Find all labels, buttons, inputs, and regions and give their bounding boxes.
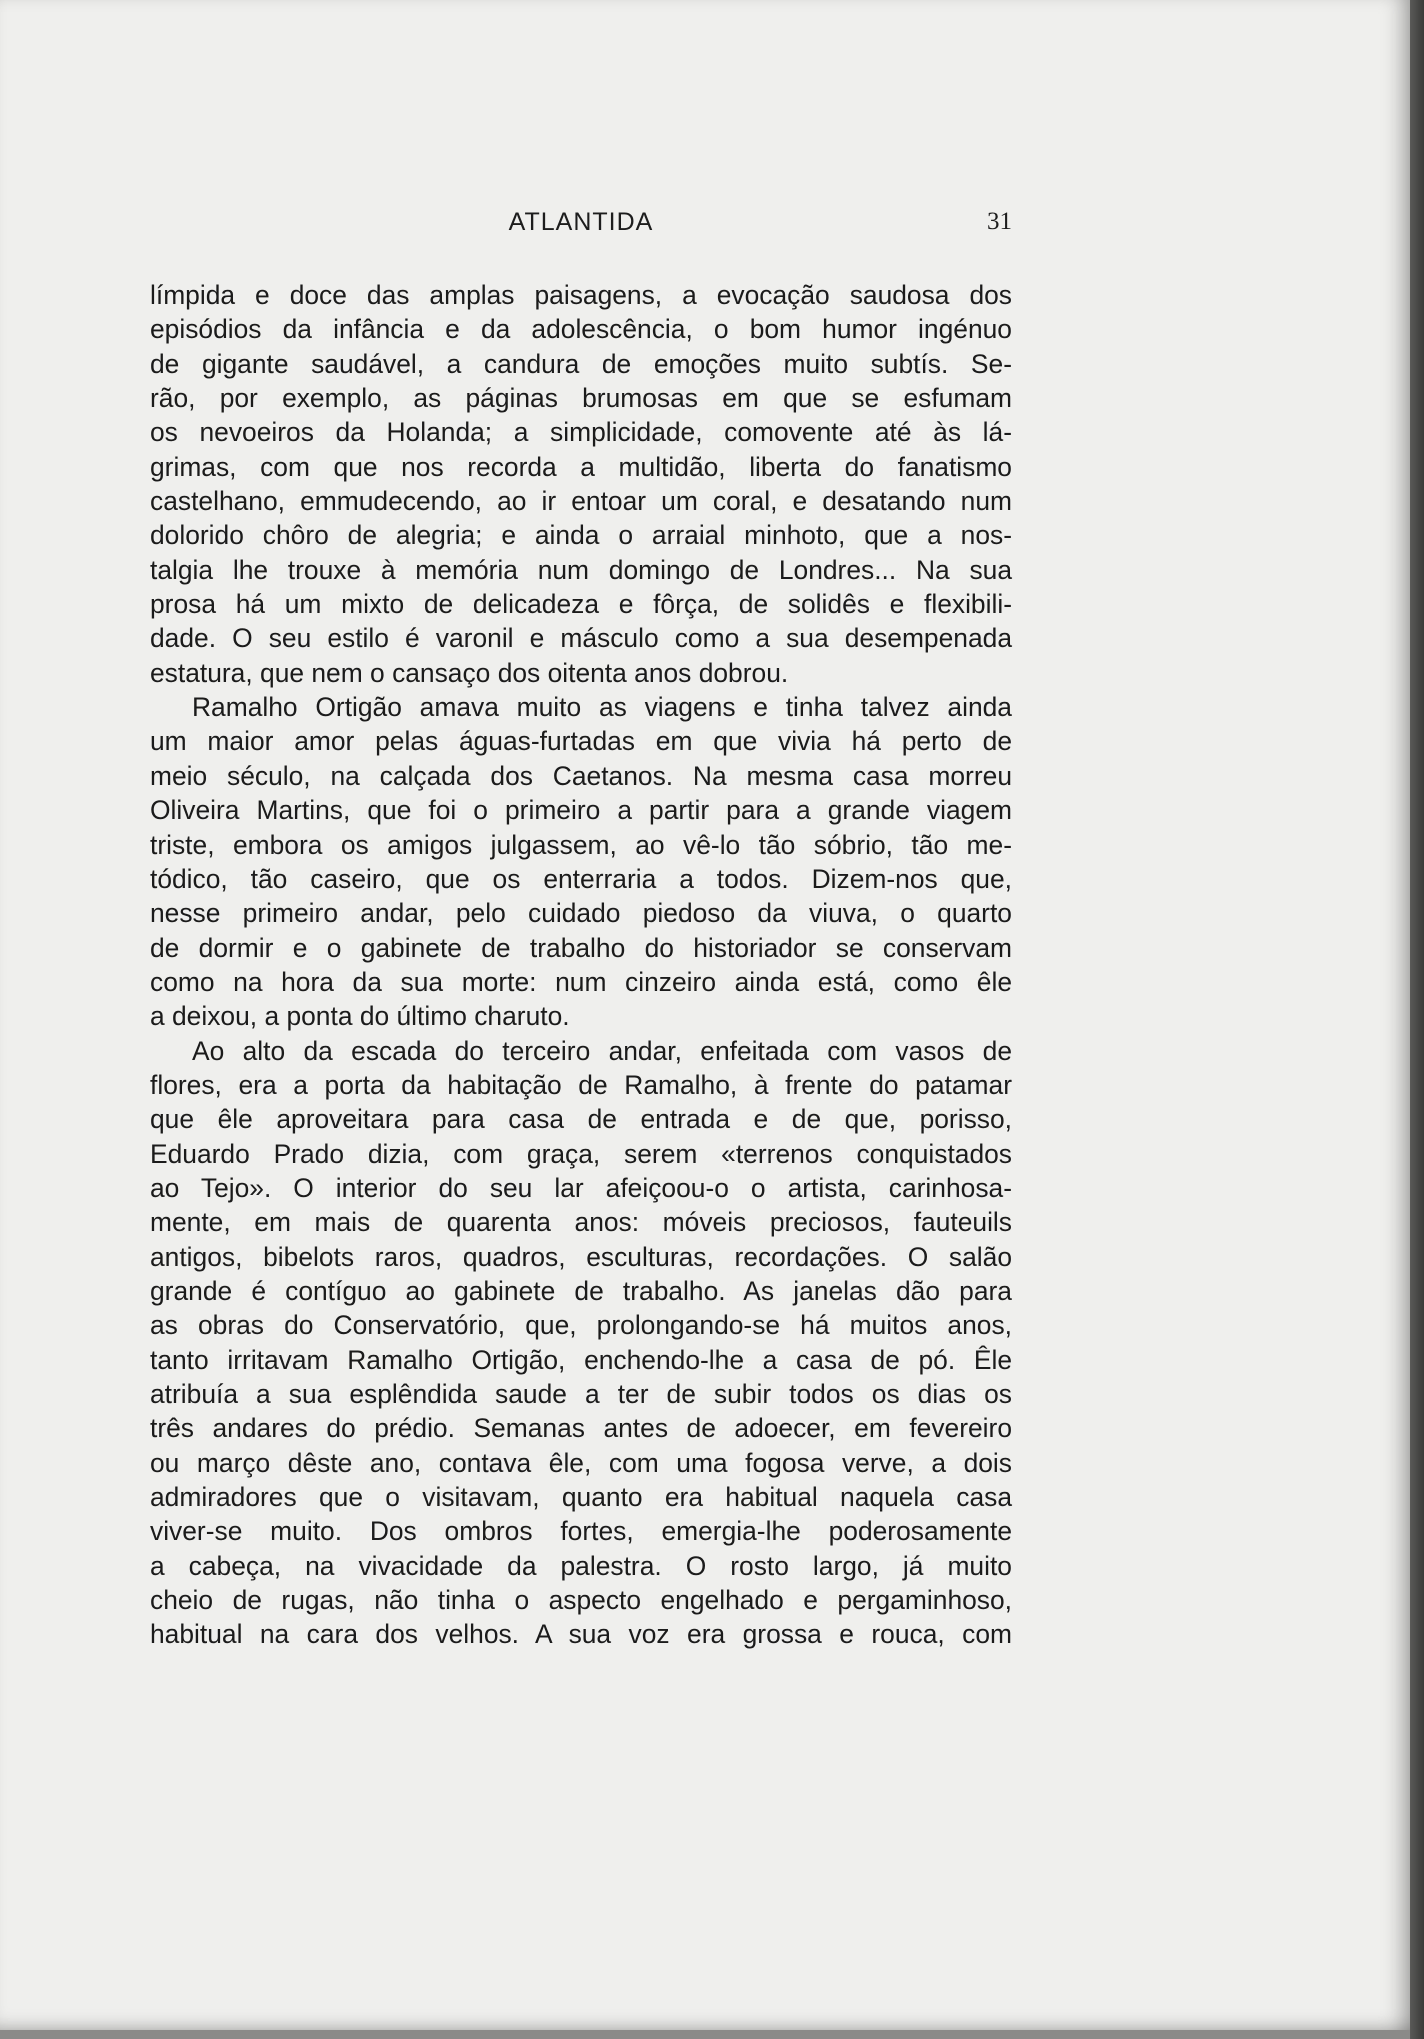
text-line: admiradores que o visitavam, quanto era habitual naquela casa [150, 1482, 1012, 1513]
text-line: antigos, bibelots raros, quadros, esculturas, recordações. O salão [150, 1241, 1012, 1272]
text-line: ao Tejo». O interior do seu lar afeiçoou-o o artista, carinhosa- [150, 1172, 1012, 1203]
text-line: rão, por exemplo, as páginas brumosas em que se esfumam [150, 383, 1012, 414]
text-line: grimas, com que nos recorda a multidão, liberta do fanatismo [150, 451, 1012, 482]
text-line: prosa há um mixto de delicadeza e fôrça, de solidês e flexibili- [150, 589, 1012, 620]
text-line: Oliveira Martins, que foi o primeiro a partir para a grande viagem [150, 795, 1012, 826]
page-header [150, 208, 1012, 242]
text-line: um maior amor pelas águas-furtadas em que vivia há perto de [150, 726, 1012, 757]
running-title: ATLANTIDA [508, 208, 654, 236]
text-line: de gigante saudável, a candura de emoções muito subtís. Se- [150, 348, 1012, 379]
text-line: como na hora da sua morte: num cinzeiro ainda está, como êle [150, 966, 1012, 997]
text-line: talgia lhe trouxe à memória num domingo de Londres... Na sua [150, 554, 1012, 585]
text-line: tódico, tão caseiro, que os enterraria a todos. Dizem-nos que, [150, 863, 1012, 894]
text-line: castelhano, emmudecendo, ao ir entoar um coral, e desatando num [150, 486, 1012, 517]
page-edge-shadow [1410, 0, 1424, 2039]
text-line: os nevoeiros da Holanda; a simplicidade, comovente até às lá- [150, 417, 1012, 448]
text-line: episódios da infância e da adolescência, o bom humor ingénuo [150, 314, 1012, 345]
page-number: 31 [987, 208, 1012, 235]
text-line: meio século, na calçada dos Caetanos. Na mesma casa morreu [150, 760, 1012, 791]
text-line: habitual na cara dos velhos. A sua voz era grossa e rouca, com [150, 1619, 1012, 1650]
text-line: viver-se muito. Dos ombros fortes, emergia-lhe poderosamente [150, 1516, 1012, 1547]
text-line: de dormir e o gabinete de trabalho do historiador se conservam [150, 932, 1012, 963]
text-line: Ramalho Ortigão amava muito as viagens e tinha talvez ainda [192, 692, 1012, 723]
text-line: flores, era a porta da habitação de Ramalho, à frente do patamar [150, 1069, 1012, 1100]
text-line: a deixou, a ponta do último charuto. [150, 1001, 570, 1032]
text-line: ou março dêste ano, contava êle, com uma fogosa verve, a dois [150, 1447, 1012, 1478]
text-line: que êle aproveitara para casa de entrada e de que, porisso, [150, 1104, 1012, 1135]
text-line: as obras do Conservatório, que, prolongando-se há muitos anos, [150, 1310, 1012, 1341]
text-line: triste, embora os amigos julgassem, ao vê-lo tão sóbrio, tão me- [150, 829, 1012, 860]
text-line: tanto irritavam Ramalho Ortigão, enchendo-lhe a casa de pó. Êle [150, 1344, 1012, 1375]
text-line: grande é contíguo ao gabinete de trabalho. As janelas dão para [150, 1275, 1012, 1306]
text-line: dade. O seu estilo é varonil e másculo como a sua desempenada [150, 623, 1012, 654]
text-line: três andares do prédio. Semanas antes de adoecer, em fevereiro [150, 1413, 1012, 1444]
text-line: dolorido chôro de alegria; e ainda o arraial minhoto, que a nos- [150, 520, 1012, 551]
text-line: nesse primeiro andar, pelo cuidado piedoso da viuva, o quarto [150, 898, 1012, 929]
text-line: mente, em mais de quarenta anos: móveis preciosos, fauteuils [150, 1207, 1012, 1238]
text-line: límpida e doce das amplas paisagens, a evocação saudosa dos [150, 280, 1012, 310]
body-text [150, 278, 1012, 1652]
text-line: atribuía a sua esplêndida saude a ter de subir todos os dias os [150, 1379, 1012, 1409]
text-line: a cabeça, na vivacidade da palestra. O rosto largo, já muito [150, 1550, 1012, 1581]
text-line: cheio de rugas, não tinha o aspecto engelhado e pergaminhoso, [150, 1585, 1012, 1616]
text-line: Eduardo Prado dizia, com graça, serem «terrenos conquistados [150, 1138, 1012, 1169]
text-line: Ao alto da escada do terceiro andar, enfeitada com vasos de [192, 1035, 1012, 1066]
text-line: estatura, que nem o cansaço dos oitenta anos dobrou. [150, 657, 789, 688]
